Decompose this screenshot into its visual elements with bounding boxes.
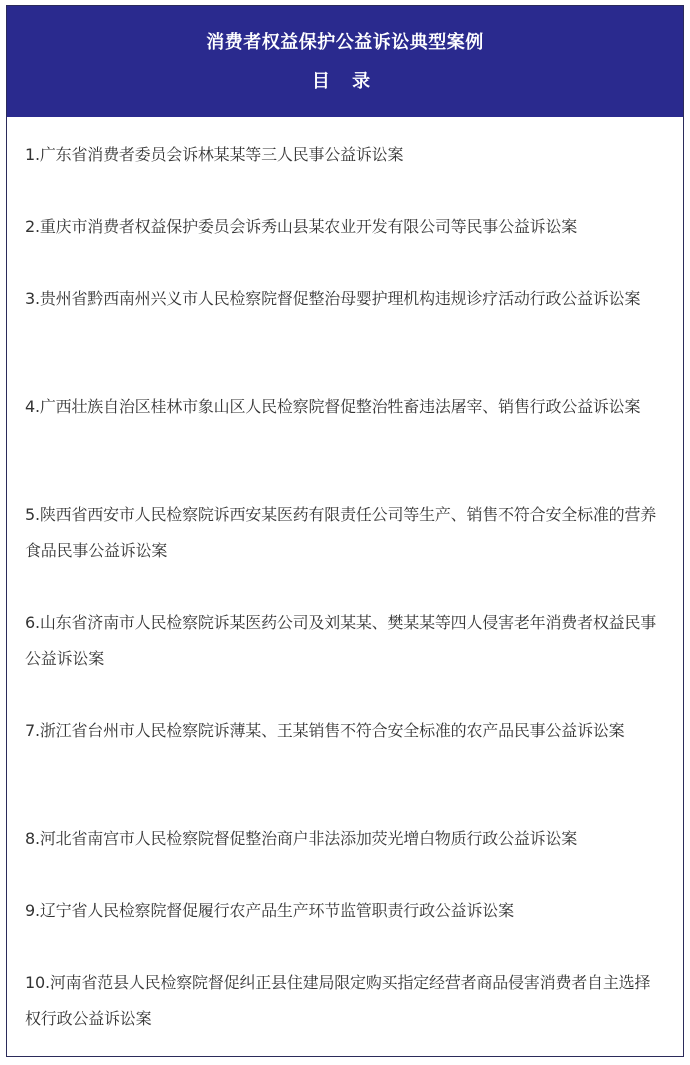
toc-item-10: 10.河南省范县人民检察院督促纠正县住建局限定购买指定经营者商品侵害消费者自主选择权行政公益诉讼案	[25, 973, 651, 1028]
toc-item-3: 3.贵州省黔西南州兴义市人民检察院督促整治母婴护理机构违规诊疗活动行政公益诉讼案	[25, 289, 641, 308]
toc-item-7: 7.浙江省台州市人民检察院诉薄某、王某销售不符合安全标准的农产品民事公益诉讼案	[25, 721, 625, 740]
toc-item-2: 2.重庆市消费者权益保护委员会诉秀山县某农业开发有限公司等民事公益诉讼案	[25, 217, 578, 236]
toc-item-6: 6.山东省济南市人民检察院诉某医药公司及刘某某、樊某某等四人侵害老年消费者权益民事公益诉讼案	[25, 613, 657, 668]
document-container	[6, 5, 684, 1057]
toc-item-8: 8.河北省南宫市人民检察院督促整治商户非法添加荧光增白物质行政公益诉讼案	[25, 829, 578, 848]
toc-item-1: 1.广东省消费者委员会诉林某某等三人民事公益诉讼案	[25, 145, 404, 164]
toc-item-5: 5.陕西省西安市人民检察院诉西安某医药有限责任公司等生产、销售不符合安全标准的营养食品民事公益诉讼案	[25, 505, 657, 560]
toc-item-4: 4.广西壮族自治区桂林市象山区人民检察院督促整治牲畜违法屠宰、销售行政公益诉讼案	[25, 397, 641, 416]
header-banner	[7, 6, 683, 117]
toc-heading: 目 录	[311, 71, 379, 92]
page-title: 消费者权益保护公益诉讼典型案例	[206, 32, 484, 53]
toc-item-9: 9.辽宁省人民检察院督促履行农产品生产环节监管职责行政公益诉讼案	[25, 901, 514, 920]
